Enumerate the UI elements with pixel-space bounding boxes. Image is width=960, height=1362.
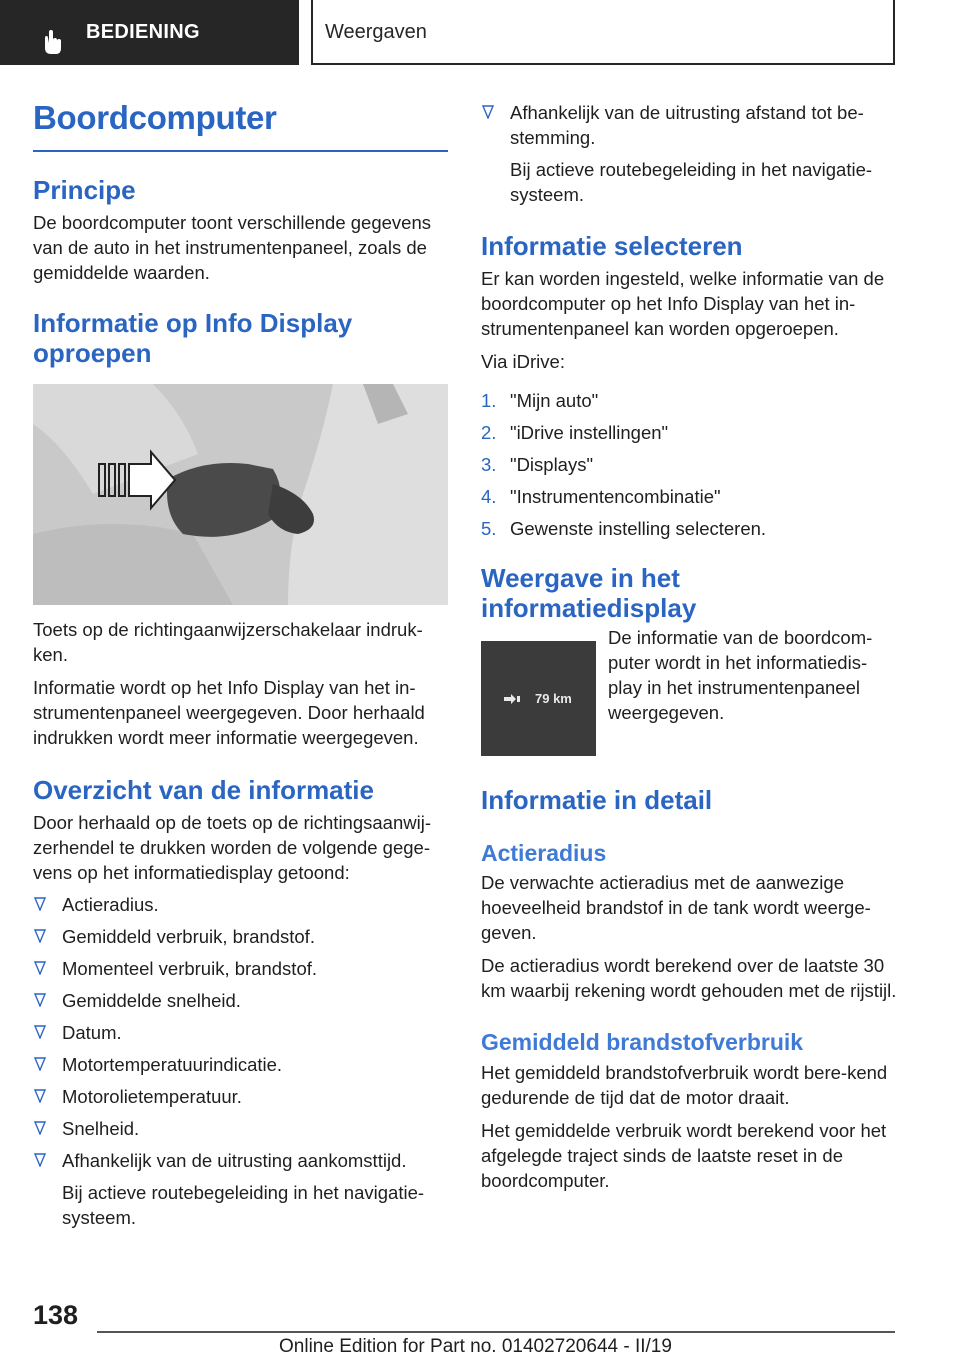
step-text: "iDrive instellingen": [510, 421, 669, 443]
triangle-bullet-icon: [34, 1089, 46, 1103]
overzicht-intro: Door herhaald op de toets op de richtingsaanwij-zerhendel te drukken worden de volgende gege-vens op het informatiedisplay getoond:: [33, 812, 431, 884]
actieradius-heading: Actieradius: [481, 839, 607, 866]
header-section-tab: [0, 0, 299, 65]
step-text: "Instrumentencombinatie": [510, 485, 721, 507]
triangle-bullet-icon: [482, 105, 494, 119]
info-display-screen: [481, 641, 596, 756]
principe-text: De boordcomputer toont verschillende gegevens van de auto in het instrumentenpaneel, zoals de gemiddelde waarden.: [33, 212, 431, 284]
left-column: [33, 100, 448, 1230]
list-item-text: Afhankelijk van de uitrusting aankomsttijd.: [62, 1150, 407, 1172]
step-number: 2.: [481, 421, 497, 443]
info-display-heading: Informatie op Info Display oproepen: [33, 308, 353, 369]
page-number: 138: [33, 1300, 79, 1330]
gemiddeld-heading: Gemiddeld brandstofverbruik: [481, 1029, 804, 1056]
selecteren-text: Er kan worden ingesteld, welke informatie van de boordcomputer op het Info Display van het in-strumentenpaneel kan worden opgeroepen.: [481, 267, 885, 339]
list-item: [481, 100, 899, 207]
list-item-sub: Bij actieve routebegeleiding in het navigatie-systeem.: [62, 1182, 425, 1229]
turn-signal-lever-figure: [33, 384, 448, 605]
step-number: 4.: [481, 485, 497, 507]
list-item-text: Gemiddelde snelheid.: [62, 990, 241, 1012]
turn-signal-lever-illustration: [33, 384, 448, 605]
via-idrive: Via iDrive:: [481, 350, 565, 372]
list-item: [33, 956, 448, 981]
step-text: "Mijn auto": [510, 389, 599, 411]
range-arrow-icon: [503, 693, 521, 705]
step-item: [481, 388, 899, 413]
gemiddeld-p2: Het gemiddelde verbruik wordt berekend voor het afgelegde traject sinds de laatste reset in de boordcomputer.: [481, 1119, 887, 1191]
steps-list: [481, 388, 899, 541]
info-display-p2: Informatie wordt op het Info Display van het in-strumentenpaneel weergegeven. Door herhaald indrukken wordt meer informatie weergegeven.: [33, 677, 425, 749]
list-item-sub: Bij actieve routebegeleiding in het navigatie-systeem.: [510, 159, 873, 205]
selecteren-heading: Informatie selecteren: [481, 231, 743, 261]
list-item-text: Snelheid.: [62, 1118, 140, 1140]
list-item: [33, 1020, 448, 1045]
info-list-continued: [481, 100, 899, 207]
overzicht-heading: Overzicht van de informatie: [33, 775, 374, 806]
list-item-text: Actieradius.: [62, 894, 159, 916]
triangle-bullet-icon: [34, 897, 46, 911]
actieradius-p1: De verwachte actieradius met de aanwezige hoeveelheid brandstof in de tank wordt weerge-geven.: [481, 872, 871, 944]
step-number: 5.: [481, 517, 497, 539]
list-item: [33, 1116, 448, 1141]
principe-heading: Principe: [33, 175, 136, 206]
list-item: [33, 1148, 448, 1230]
triangle-bullet-icon: [34, 1153, 46, 1167]
triangle-bullet-icon: [34, 961, 46, 975]
step-number: 1.: [481, 389, 497, 411]
weergave-row: [481, 625, 899, 756]
list-item: [33, 1052, 448, 1077]
gemiddeld-p1: Het gemiddeld brandstofverbruik wordt bere-kend gedurende de tijd dat de motor draait.: [481, 1061, 888, 1108]
actieradius-p2: De actieradius wordt berekend over de laatste 30 km waarbij rekening wordt gehouden met de rijstijl.: [481, 955, 897, 1002]
list-item-text: Motorolietemperatuur.: [62, 1086, 242, 1108]
step-number: 3.: [481, 453, 497, 475]
weergave-text: De informatie van de boordcom-puter wordt in het informatiedis-play in het instrumentenpaneel weergegeven.: [608, 626, 873, 723]
list-item: [33, 988, 448, 1013]
chapter-title: Weergaven: [325, 21, 427, 43]
triangle-bullet-icon: [34, 1057, 46, 1071]
list-item: [33, 924, 448, 949]
footer-divider: [97, 1331, 895, 1333]
list-item-text: Momenteel verbruik, brandstof.: [62, 958, 318, 980]
triangle-bullet-icon: [34, 1121, 46, 1135]
info-list: [33, 892, 448, 1230]
section-title: BEDIENING: [86, 21, 200, 43]
list-item-text: Motortemperatuurindicatie.: [62, 1054, 283, 1076]
edition-text: Online Edition for Part no. 01402720644 - II/19: [279, 1336, 672, 1357]
list-item-text: Afhankelijk van de uitrusting afstand tot be-stemming.: [510, 102, 864, 148]
info-display-p1: Toets op de richtingaanwijzerschakelaar indruk-ken.: [33, 619, 423, 666]
list-item-text: Gemiddeld verbruik, brandstof.: [62, 926, 315, 948]
list-item: [33, 892, 448, 917]
hand-pointer-icon: [38, 28, 66, 56]
step-text: Gewenste instelling selecteren.: [510, 517, 767, 539]
display-range-value: 79 km: [535, 690, 572, 706]
step-item: [481, 516, 899, 541]
step-item: [481, 452, 899, 477]
step-item: [481, 484, 899, 509]
page-title: Boordcomputer: [33, 100, 448, 152]
triangle-bullet-icon: [34, 993, 46, 1007]
list-item-text: Datum.: [62, 1022, 122, 1044]
list-item: [33, 1084, 448, 1109]
step-item: [481, 420, 899, 445]
triangle-bullet-icon: [34, 929, 46, 943]
triangle-bullet-icon: [34, 1025, 46, 1039]
right-column: [481, 100, 899, 1193]
step-text: "Displays": [510, 453, 594, 475]
detail-heading: Informatie in detail: [481, 784, 713, 815]
weergave-heading: Weergave in het informatiedisplay: [481, 562, 697, 623]
